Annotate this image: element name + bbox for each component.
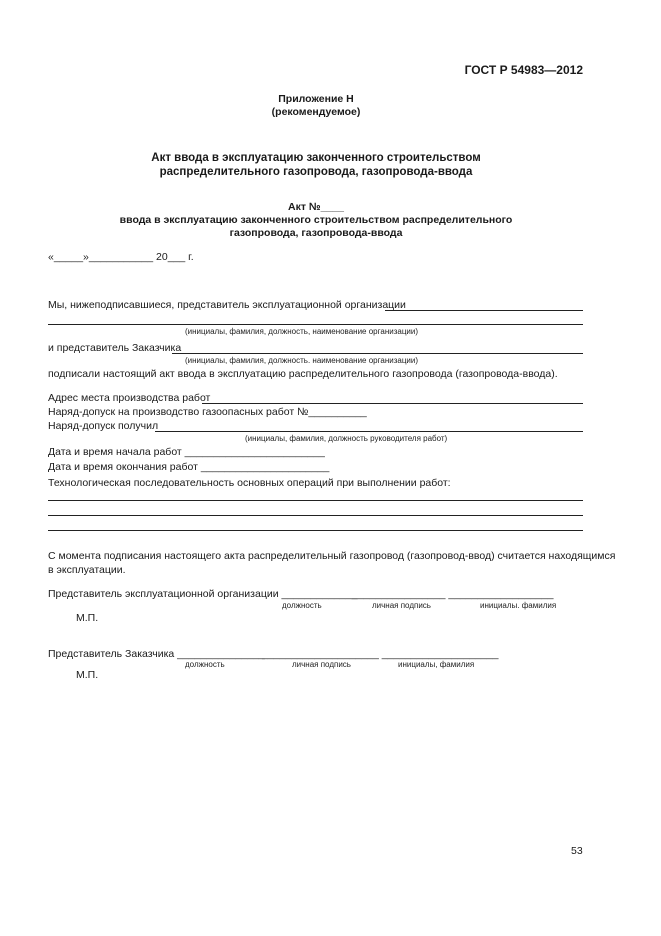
operator-signature-label: Представитель эксплуатационной организации _____________ — [48, 588, 358, 600]
operator-stamp-label: М.П. — [76, 612, 99, 624]
caption-customer-org: (инициалы, фамилия, должность. наименование организации) — [185, 356, 418, 365]
appendix-title: Приложение Н — [278, 93, 354, 105]
caption-operator-position: должность — [282, 601, 322, 610]
work-address-blank — [202, 403, 583, 404]
operator-signature-blanks: ________________ __________________ — [352, 588, 554, 600]
operations-blank-2 — [48, 515, 583, 516]
act-number-label: Акт №____ — [288, 201, 344, 213]
customer-signature-blanks: ____________________ ____________________ — [262, 648, 499, 660]
standard-number: ГОСТ Р 54983—2012 — [464, 63, 583, 77]
start-time-line: Дата и время начала работ ________________________ — [48, 446, 325, 458]
permit-received-label: Наряд-допуск получил — [48, 420, 159, 432]
permit-received-blank — [155, 431, 583, 432]
caption-customer-signature: личная подпись — [292, 660, 351, 669]
customer-stamp-label: М.П. — [76, 669, 99, 681]
operations-blank-1 — [48, 500, 583, 501]
operations-sequence-label: Технологическая последовательность основных операций при выполнении работ: — [48, 477, 451, 489]
page-number: 53 — [571, 845, 583, 857]
customer-rep-label: и представитель Заказчика — [48, 342, 182, 354]
document-heading-line-1: Акт ввода в эксплуатацию законченного строительством — [151, 152, 481, 164]
operator-rep-label: Мы, нижеподписавшиеся, представитель эксплуатационной организации — [48, 299, 406, 311]
signed-act-text: подписали настоящий акт ввода в эксплуатацию распределительного газопровода (газопровода-ввода). — [48, 368, 558, 380]
customer-signature-label: Представитель Заказчика _______________ — [48, 648, 265, 660]
statement-line-2: в эксплуатации. — [48, 564, 126, 576]
document-heading-line-2: распределительного газопровода, газопровода-ввода — [159, 166, 473, 178]
date-line: «_____»___________ 20___ г. — [48, 251, 194, 263]
caption-operator-name: инициалы. фамилия — [480, 601, 557, 610]
work-permit-number: Наряд-допуск на производство газоопасных работ №__________ — [48, 406, 367, 418]
operator-org-blank-2 — [48, 324, 583, 325]
caption-permit-manager: (инициалы, фамилия, должность руководителя работ) — [245, 434, 448, 443]
caption-operator-signature: личная подпись — [372, 601, 431, 610]
caption-customer-position: должность — [185, 660, 225, 669]
caption-customer-name: инициалы, фамилия — [398, 660, 475, 669]
customer-rep-blank — [172, 353, 583, 354]
operator-org-blank — [385, 310, 583, 311]
work-address-label: Адрес места производства работ — [48, 392, 211, 404]
end-time-line: Дата и время окончания работ ______________________ — [48, 461, 330, 473]
statement-line-1: С момента подписания настоящего акта распределительный газопровод (газопровод-ввод) считается находящимся — [48, 550, 616, 562]
act-title-line-2: газопровода, газопровода-ввода — [229, 227, 403, 239]
operations-blank-3 — [48, 530, 583, 531]
appendix-subtitle: (рекомендуемое) — [271, 106, 361, 118]
act-title-line-1: ввода в эксплуатацию законченного строительством распределительного — [119, 214, 513, 226]
caption-operator-org: (инициалы, фамилия, должность, наименование организации) — [185, 327, 418, 336]
